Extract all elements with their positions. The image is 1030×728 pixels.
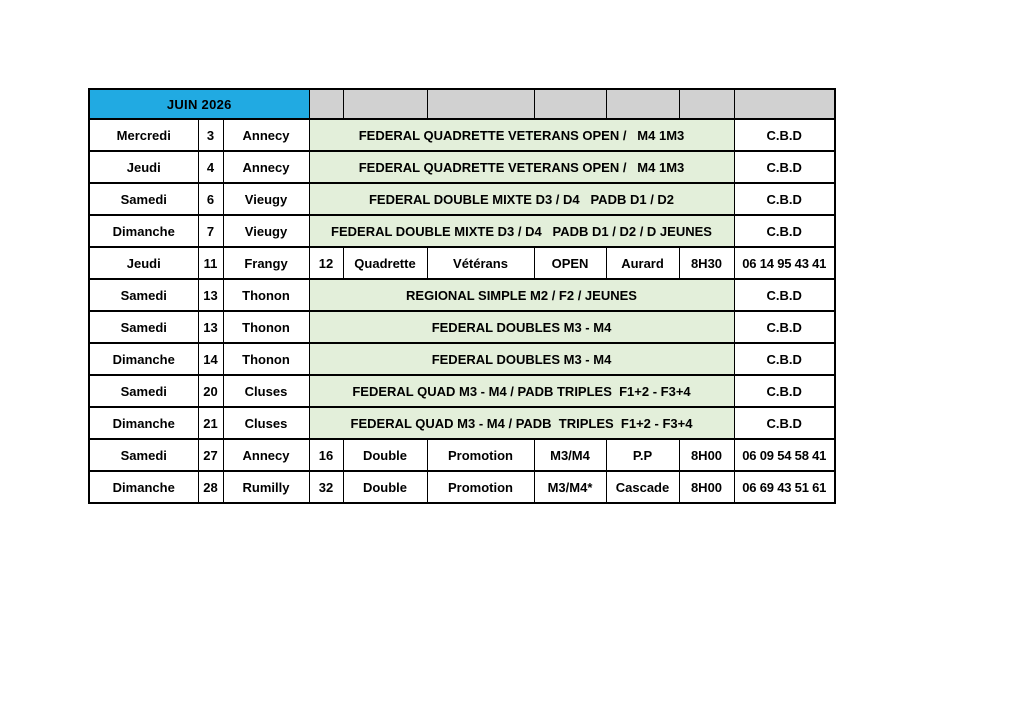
date-cell: 6 bbox=[198, 183, 223, 215]
event-cell: FEDERAL DOUBLES M3 - M4 bbox=[309, 343, 734, 375]
division-cell: OPEN bbox=[534, 247, 606, 279]
table-row bbox=[89, 311, 835, 343]
place-cell: Cluses bbox=[223, 375, 309, 407]
sponsor-cell: P.P bbox=[606, 439, 679, 471]
table-row bbox=[89, 407, 835, 439]
date-cell: 13 bbox=[198, 279, 223, 311]
day-cell: Jeudi bbox=[89, 151, 198, 183]
header-cell-players bbox=[309, 89, 343, 119]
table-row bbox=[89, 471, 835, 503]
event-cell: FEDERAL DOUBLE MIXTE D3 / D4 PADB D1 / D2 / D JEUNES bbox=[309, 215, 734, 247]
format-cell: Double bbox=[343, 471, 427, 503]
players-cell: 12 bbox=[309, 247, 343, 279]
table-row bbox=[89, 279, 835, 311]
header-cell-sponsor bbox=[606, 89, 679, 119]
event-cell: FEDERAL QUADRETTE VETERANS OPEN / M4 1M3 bbox=[309, 119, 734, 151]
phone-cell: 06 69 43 51 61 bbox=[734, 471, 835, 503]
players-cell: 32 bbox=[309, 471, 343, 503]
day-cell: Dimanche bbox=[89, 407, 198, 439]
contact-cell: C.B.D bbox=[734, 311, 835, 343]
contact-cell: C.B.D bbox=[734, 151, 835, 183]
table-row bbox=[89, 375, 835, 407]
event-cell: FEDERAL QUAD M3 - M4 / PADB TRIPLES F1+2 - F3+4 bbox=[309, 407, 734, 439]
division-cell: M3/M4 bbox=[534, 439, 606, 471]
time-cell: 8H00 bbox=[679, 439, 734, 471]
category-cell: Promotion bbox=[427, 439, 534, 471]
header-cell-contact bbox=[734, 89, 835, 119]
table-header-row bbox=[89, 89, 835, 119]
month-title: JUIN 2026 bbox=[89, 89, 309, 119]
event-cell: REGIONAL SIMPLE M2 / F2 / JEUNES bbox=[309, 279, 734, 311]
phone-cell: 06 14 95 43 41 bbox=[734, 247, 835, 279]
day-cell: Mercredi bbox=[89, 119, 198, 151]
header-cell-category bbox=[427, 89, 534, 119]
place-cell: Annecy bbox=[223, 119, 309, 151]
day-cell: Samedi bbox=[89, 375, 198, 407]
day-cell: Dimanche bbox=[89, 215, 198, 247]
place-cell: Vieugy bbox=[223, 183, 309, 215]
category-cell: Vétérans bbox=[427, 247, 534, 279]
day-cell: Dimanche bbox=[89, 471, 198, 503]
header-cell-division bbox=[534, 89, 606, 119]
category-cell: Promotion bbox=[427, 471, 534, 503]
header-cell-format bbox=[343, 89, 427, 119]
place-cell: Rumilly bbox=[223, 471, 309, 503]
date-cell: 28 bbox=[198, 471, 223, 503]
day-cell: Dimanche bbox=[89, 343, 198, 375]
event-cell: FEDERAL QUAD M3 - M4 / PADB TRIPLES F1+2 - F3+4 bbox=[309, 375, 734, 407]
time-cell: 8H00 bbox=[679, 471, 734, 503]
contact-cell: C.B.D bbox=[734, 279, 835, 311]
contact-cell: C.B.D bbox=[734, 407, 835, 439]
date-cell: 4 bbox=[198, 151, 223, 183]
day-cell: Samedi bbox=[89, 183, 198, 215]
sponsor-cell: Aurard bbox=[606, 247, 679, 279]
day-cell: Samedi bbox=[89, 439, 198, 471]
table-row bbox=[89, 439, 835, 471]
contact-cell: C.B.D bbox=[734, 375, 835, 407]
format-cell: Quadrette bbox=[343, 247, 427, 279]
place-cell: Thonon bbox=[223, 311, 309, 343]
format-cell: Double bbox=[343, 439, 427, 471]
day-cell: Samedi bbox=[89, 279, 198, 311]
event-cell: FEDERAL DOUBLE MIXTE D3 / D4 PADB D1 / D2 bbox=[309, 183, 734, 215]
place-cell: Thonon bbox=[223, 343, 309, 375]
day-cell: Jeudi bbox=[89, 247, 198, 279]
date-cell: 11 bbox=[198, 247, 223, 279]
division-cell: M3/M4* bbox=[534, 471, 606, 503]
date-cell: 20 bbox=[198, 375, 223, 407]
table-row bbox=[89, 183, 835, 215]
contact-cell: C.B.D bbox=[734, 183, 835, 215]
table-row bbox=[89, 119, 835, 151]
date-cell: 3 bbox=[198, 119, 223, 151]
place-cell: Cluses bbox=[223, 407, 309, 439]
table-row bbox=[89, 151, 835, 183]
event-cell: FEDERAL QUADRETTE VETERANS OPEN / M4 1M3 bbox=[309, 151, 734, 183]
place-cell: Vieugy bbox=[223, 215, 309, 247]
contact-cell: C.B.D bbox=[734, 215, 835, 247]
date-cell: 27 bbox=[198, 439, 223, 471]
date-cell: 13 bbox=[198, 311, 223, 343]
table-row bbox=[89, 343, 835, 375]
june-2026-calendar-table bbox=[88, 88, 836, 504]
date-cell: 21 bbox=[198, 407, 223, 439]
contact-cell: C.B.D bbox=[734, 343, 835, 375]
event-cell: FEDERAL DOUBLES M3 - M4 bbox=[309, 311, 734, 343]
date-cell: 7 bbox=[198, 215, 223, 247]
sponsor-cell: Cascade bbox=[606, 471, 679, 503]
place-cell: Annecy bbox=[223, 151, 309, 183]
place-cell: Thonon bbox=[223, 279, 309, 311]
phone-cell: 06 09 54 58 41 bbox=[734, 439, 835, 471]
place-cell: Annecy bbox=[223, 439, 309, 471]
day-cell: Samedi bbox=[89, 311, 198, 343]
time-cell: 8H30 bbox=[679, 247, 734, 279]
header-cell-time bbox=[679, 89, 734, 119]
table-row bbox=[89, 215, 835, 247]
players-cell: 16 bbox=[309, 439, 343, 471]
place-cell: Frangy bbox=[223, 247, 309, 279]
table-row bbox=[89, 247, 835, 279]
date-cell: 14 bbox=[198, 343, 223, 375]
contact-cell: C.B.D bbox=[734, 119, 835, 151]
